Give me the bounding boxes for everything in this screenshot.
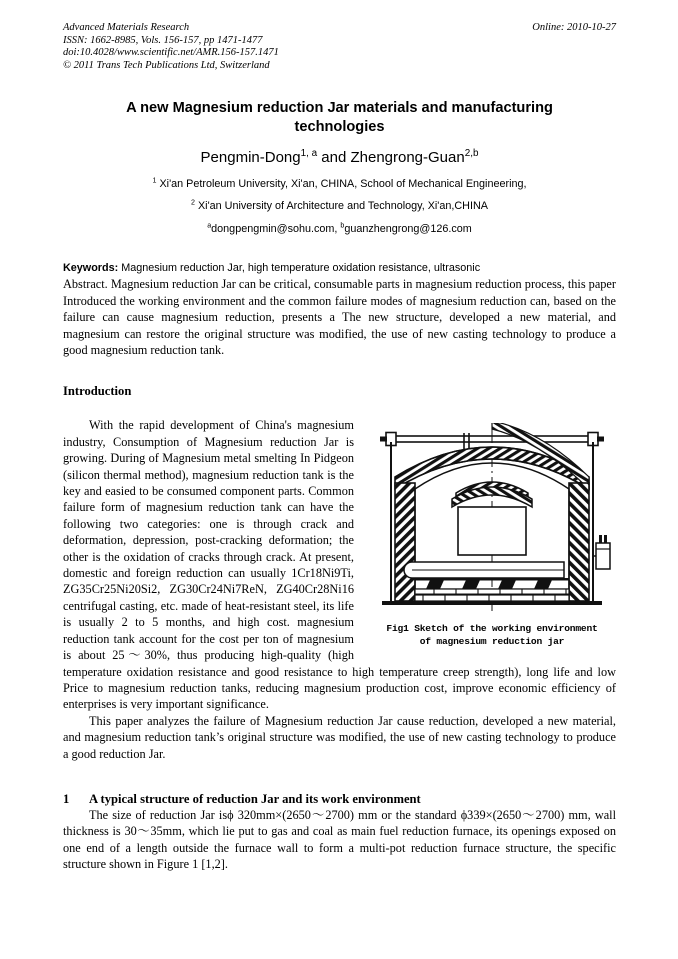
heading-section-1: [63, 792, 616, 807]
figure-1-caption-line2: of magnesium reduction jar: [419, 636, 565, 648]
intro-paragraph-1: With the rapid development of China's magnesium industry, Consumption of Magnesium reduction Jar is growing. During of Magnesium metal smelting In Pidgeon (silicon thermal method), magnesium reduction tank is the key and easied to be consumed component parts. Common failure form of magnesium reduction tank can have the following two categories: one is through crack and deformation, depression, post-cracking deformation; the other is the oxidation of cracks through crack. At present, domestic and foreign reduction can usually 1Cr18Ni9Ti, ZG35Cr25Ni20Si2, ZG30Cr24Ni7ReN, ZG40Cr28Ni16 centrifugal casting, etc. made of heat-resistant steel, its life is usually 2 to 5 months, and high cost. magnesium reduction tank account for the cost per ton of magnesium is about 25～30%, thus producing high-quality (high temperature oxidation resistance and good resistance to high temperature creep strength), long life and low Price to magnesium reduction tanks, reducing magnesium production cost, improve economic efficiency of enterprises is very important significance.: [63, 418, 616, 712]
email-2[interactable]: guanzhengrong@126.com: [344, 223, 472, 236]
page-title: A new Magnesium reduction Jar materials and manufacturing technologies: [126, 100, 553, 135]
introduction-block: [63, 417, 616, 762]
section-1-paragraph: The size of reduction Jar isϕ 320mm×(2650～2700) mm or the standard ϕ339×(2650～2700) mm, wall thickness is 30～35mm, which lie put to gas and coal as main fuel reduction furnace, its openings exposed on one end of a length outside the furnace wall to form a multi-pot reduction furnace structure, the specific structure shown in Figure 1 [1,2].: [63, 807, 616, 872]
keywords-label: Keywords:: [63, 262, 119, 275]
author-1-name: Pengmin-Dong: [200, 149, 301, 167]
side-chimney: [594, 535, 610, 569]
author-2-marker: 2,b: [464, 148, 479, 160]
affiliation-1: [63, 177, 616, 192]
affiliation-2: [63, 199, 616, 214]
issn-line: ISSN: 1662-8985, Vols. 156-157, pp 1471-1477: [63, 34, 263, 46]
online-date: Online: 2010-10-27: [532, 22, 616, 33]
section-1-title: A typical structure of reduction Jar and its work environment: [89, 791, 421, 806]
email-2-marker: b: [340, 221, 345, 230]
keywords-text: Magnesium reduction Jar, high temperature oxidation resistance, ultrasonic: [118, 262, 481, 275]
affiliation-2-marker: 2: [191, 198, 195, 207]
affiliation-2-text: Xi'an University of Architecture and Technology, Xi'an,CHINA: [197, 200, 488, 213]
page-content: [63, 22, 616, 873]
copyright-line: © 2011 Trans Tech Publications Ltd, Switzerland: [63, 59, 270, 71]
affiliation-1-text: Xi'an Petroleum University, Xi'an, CHINA, School of Mechanical Engineering,: [159, 178, 527, 191]
reduction-jar: [452, 482, 532, 555]
email-1-marker: a: [207, 221, 212, 230]
figure-1: [368, 423, 616, 648]
section-1-number: 1: [63, 791, 70, 806]
left-wall: [395, 483, 415, 601]
masthead: [63, 22, 616, 72]
author-conjunction: and: [321, 149, 347, 167]
heading-introduction: Introduction: [63, 384, 132, 399]
author-1-marker: 1, a: [300, 148, 318, 160]
author-emails: [63, 223, 616, 235]
email-1[interactable]: dongpengmin@sohu.com,: [211, 223, 341, 236]
brick-base-row-2: [415, 589, 569, 595]
affiliation-1-marker: 1: [152, 176, 157, 185]
furnace-cross-section-diagram: [368, 423, 616, 619]
ground-line: [382, 601, 602, 605]
journal-name: Advanced Materials Research: [63, 22, 190, 33]
author-list: [63, 148, 616, 168]
right-wall: [569, 483, 589, 601]
doi-line: doi:10.4028/www.scientific.net/AMR.156-157.1471: [63, 47, 279, 59]
intro-paragraph-2: This paper analyzes the failure of Magnesium reduction Jar cause reduction, developed a new material, and magnesium reduction tank’s original structure was modified, the use of new casting technology to produce a good reduction Jar.: [63, 713, 616, 761]
keywords-line: [63, 261, 616, 275]
figure-1-caption: [368, 622, 616, 648]
abstract-text: Abstract. Magnesium reduction Jar can be critical, consumable parts in magnesium reduction process, this paper Introduced the working environment and the common failure modes of magnesium reduction can, based on the failure can cause magnesium reduction, presents a The new structure, developed a new material, and magnesium can restore the original structure was modified, the use of new casting technology to produce a good magnesium reduction tank.: [63, 277, 616, 357]
author-2-name: Zhengrong-Guan: [350, 149, 465, 167]
figure-1-caption-line1: Fig1 Sketch of the working environment: [386, 623, 598, 635]
figure-1-image: [368, 423, 616, 619]
